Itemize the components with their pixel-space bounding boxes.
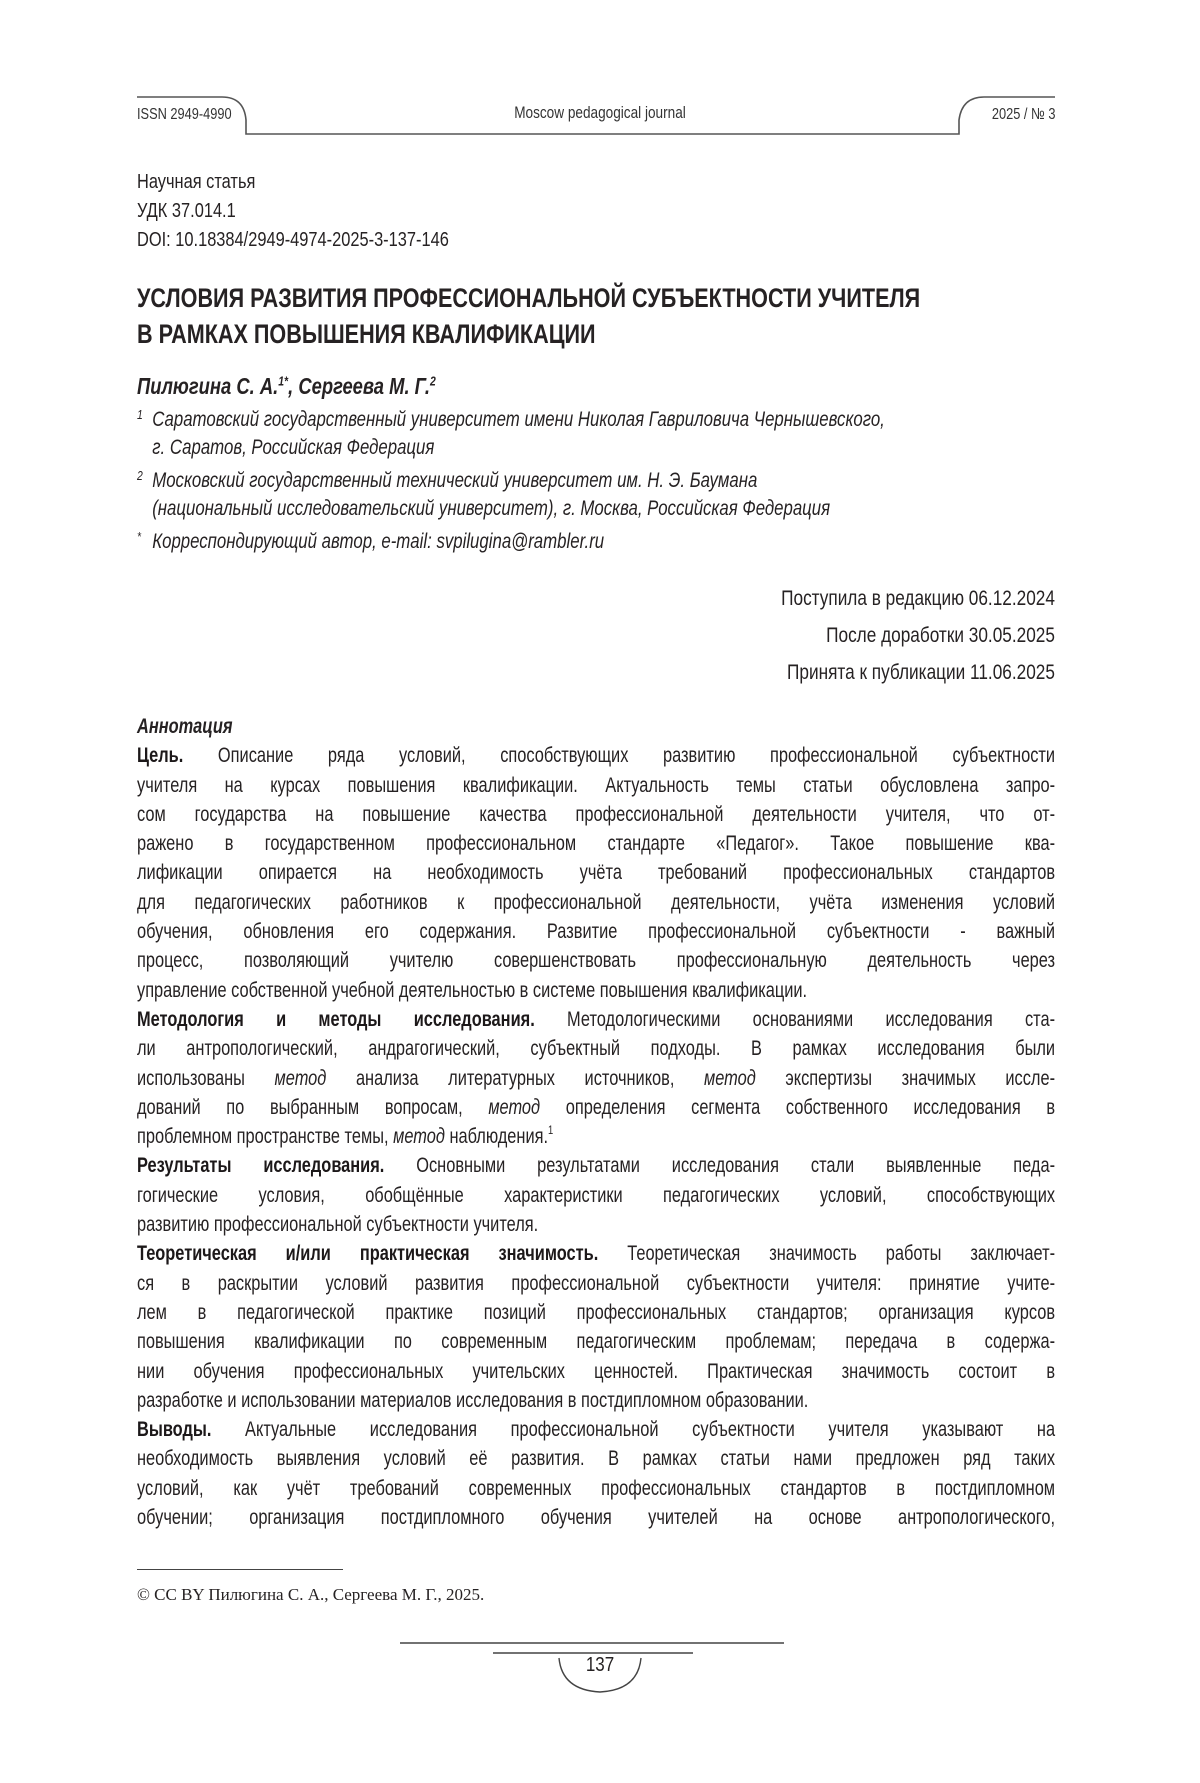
author-separator: ,: [288, 373, 299, 399]
date-received: Поступила в редакцию 06.12.2024: [781, 587, 1055, 610]
abstract-line: [137, 1444, 1055, 1473]
issue-number: 2025 / № 3: [991, 106, 1055, 123]
abstract-text: повышения квалификации по современным педагогическим проблемам; передача в содержа-: [137, 1330, 1056, 1354]
author-name: Сергеева М. Г.: [298, 373, 430, 399]
abstract-line: [137, 1503, 1055, 1532]
article-title: [137, 280, 920, 352]
abstract-text: использованы: [137, 1066, 275, 1090]
footnote-ref: 1: [548, 1123, 554, 1138]
abstract-line: [137, 1181, 1055, 1210]
abstract-line: [137, 976, 1055, 1005]
abstract-text: Актуальные исследования профессиональной субъектности учителя указывают на: [211, 1418, 1056, 1442]
contact-text: Корреспондирующий автор, e-mail: svpilugina@rambler.ru: [152, 530, 605, 553]
abstract-text: ражено в государственном профессиональном стандарте «Педагог». Такое повышение ква-: [137, 832, 1056, 856]
abstract-line: [137, 1415, 1055, 1444]
abstract-text: учителя на курсах повышения квалификации. Актуальность темы статьи обусловлена запро-: [137, 773, 1056, 797]
abstract-line: [137, 1327, 1055, 1356]
abstract-text: экспертизы значимых иссле-: [755, 1066, 1056, 1090]
affiliation-text: Саратовский государственный университет имени Николая Гавриловича Чернышевского,: [152, 408, 885, 431]
abstract-line: [137, 1151, 1055, 1180]
footnote-rule: [137, 1569, 343, 1570]
article-type: Научная статья: [137, 171, 256, 193]
affiliation-text: г. Саратов, Российская Федерация: [152, 436, 435, 459]
abstract-line: [137, 858, 1055, 887]
author-name: Пилюгина С. А.: [137, 373, 279, 399]
affiliation-mark: *: [137, 529, 142, 544]
abstract-text: Описание ряда условий, способствующих развитию профессиональной субъектности: [183, 744, 1056, 768]
abstract: [137, 712, 1055, 1532]
affiliation-mark: 1: [137, 407, 143, 422]
abstract-text: для педагогических работников к профессиональной деятельности, учёта изменения условий: [137, 890, 1056, 914]
authors: [137, 373, 436, 400]
doi: DOI: 10.18384/2949-4974-2025-3-137-146: [137, 229, 449, 251]
date-accepted: Принята к публикации 11.06.2025: [787, 661, 1055, 684]
abstract-line: [137, 1122, 1055, 1151]
article-meta: [137, 168, 449, 255]
abstract-line: [137, 1064, 1055, 1093]
abstract-line: [137, 1269, 1055, 1298]
issn: ISSN 2949-4990: [137, 106, 232, 123]
udc: УДК 37.014.1: [137, 200, 236, 222]
section-label: Результаты исследования.: [137, 1154, 385, 1178]
affiliation-text: Московский государственный технический университет им. Н. Э. Баумана: [152, 469, 758, 492]
abstract-text: лификации опирается на необходимость учёта требований профессиональных стандартов: [137, 861, 1056, 885]
abstract-line: [137, 800, 1055, 829]
abstract-text: разработке и использовании материалов исследования в постдипломном образовании.: [137, 1388, 809, 1412]
abstract-line: [137, 741, 1055, 770]
affiliation: [137, 406, 885, 462]
abstract-line: [137, 1357, 1055, 1386]
header-rule: [0, 0, 1200, 160]
section-label: Цель.: [137, 744, 184, 768]
abstract-heading: Аннотация: [137, 715, 233, 738]
abstract-line: [137, 1298, 1055, 1327]
abstract-text: ли антропологический, андрагогический, субъектный подходы. В рамках исследования были: [137, 1037, 1056, 1061]
abstract-line: [137, 946, 1055, 975]
section-label: Методология и методы исследования.: [137, 1007, 535, 1031]
affiliation: [137, 467, 830, 523]
abstract-text: ся в раскрытии условий развития профессиональной субъектности учителя: принятие учите-: [137, 1271, 1056, 1295]
abstract-text: определения сегмента собственного исследования в: [540, 1095, 1056, 1119]
abstract-line: [137, 1210, 1055, 1239]
abstract-line: [137, 829, 1055, 858]
abstract-text: Основными результатами исследования стали выявленные педа-: [384, 1154, 1056, 1178]
publication-dates: [781, 580, 1055, 691]
author-mark: 2: [429, 373, 436, 389]
abstract-text: необходимость выявления условий её развития. В рамках статьи нами предложен ряд таких: [137, 1447, 1056, 1471]
abstract-line: [137, 917, 1055, 946]
abstract-text: наблюдения.: [444, 1125, 549, 1149]
abstract-line: [137, 1034, 1055, 1063]
abstract-text: метод: [488, 1095, 541, 1119]
abstract-line: [137, 1005, 1055, 1034]
date-revised: После доработки 30.05.2025: [826, 624, 1055, 647]
section-label: Теоретическая и/или практическая значимость.: [137, 1242, 599, 1266]
abstract-text: развитию профессиональной субъектности учителя.: [137, 1213, 539, 1237]
abstract-text: обучении; организация постдипломного обучения учителей на основе антропологического,: [137, 1506, 1056, 1530]
abstract-text: управление собственной учебной деятельностью в системе повышения квалификации.: [137, 978, 808, 1002]
copyright-footnote: © CC BY Пилюгина С. А., Сергеева М. Г., 2025.: [137, 1585, 485, 1604]
page-number: 137: [585, 1654, 615, 1676]
abstract-line: [137, 1093, 1055, 1122]
abstract-text: обучения, обновления его содержания. Развитие профессиональной субъектности - важный: [137, 920, 1056, 944]
abstract-text: нии обучения профессиональных учительских ценностей. Практическая значимость состоит в: [137, 1359, 1056, 1383]
abstract-line: [137, 771, 1055, 800]
abstract-text: анализа литературных источников,: [326, 1066, 705, 1090]
abstract-text: сом государства на повышение качества профессиональной деятельности учителя, что от-: [137, 802, 1056, 826]
abstract-text: Методологическими основаниями исследования ста-: [534, 1007, 1056, 1031]
abstract-line: [137, 1239, 1055, 1268]
abstract-line: [137, 1386, 1055, 1415]
abstract-text: проблемном пространстве темы,: [137, 1125, 394, 1149]
abstract-text: гогические условия, обобщённые характеристики педагогических условий, способствующих: [137, 1183, 1056, 1207]
abstract-line: [137, 888, 1055, 917]
affiliation-mark: 2: [137, 468, 143, 483]
abstract-text: процесс, позволяющий учителю совершенствовать профессиональную деятельность через: [137, 949, 1056, 973]
corresponding-author: [137, 528, 604, 556]
title-line: В РАМКАХ ПОВЫШЕНИЯ КВАЛИФИКАЦИИ: [137, 319, 596, 349]
abstract-text: дований по выбранным вопросам,: [137, 1095, 489, 1119]
author-mark: 1*: [278, 373, 289, 389]
journal-name: Moscow pedagogical journal: [514, 103, 686, 122]
title-line: УСЛОВИЯ РАЗВИТИЯ ПРОФЕССИОНАЛЬНОЙ СУБЪЕКТНОСТИ УЧИТЕЛЯ: [137, 283, 921, 313]
abstract-text: метод: [393, 1125, 445, 1149]
abstract-line: [137, 1474, 1055, 1503]
abstract-text: условий, как учёт требований современных профессиональных стандартов в постдипломном: [137, 1476, 1056, 1500]
abstract-text: метод: [704, 1066, 756, 1090]
section-label: Выводы.: [137, 1418, 212, 1442]
abstract-text: лем в педагогической практике позиций профессиональных стандартов; организация курсов: [137, 1300, 1056, 1324]
abstract-text: метод: [274, 1066, 327, 1090]
abstract-text: Теоретическая значимость работы заключает-: [598, 1242, 1056, 1266]
affiliation-text: (национальный исследовательский университет), г. Москва, Российская Федерация: [152, 497, 831, 520]
